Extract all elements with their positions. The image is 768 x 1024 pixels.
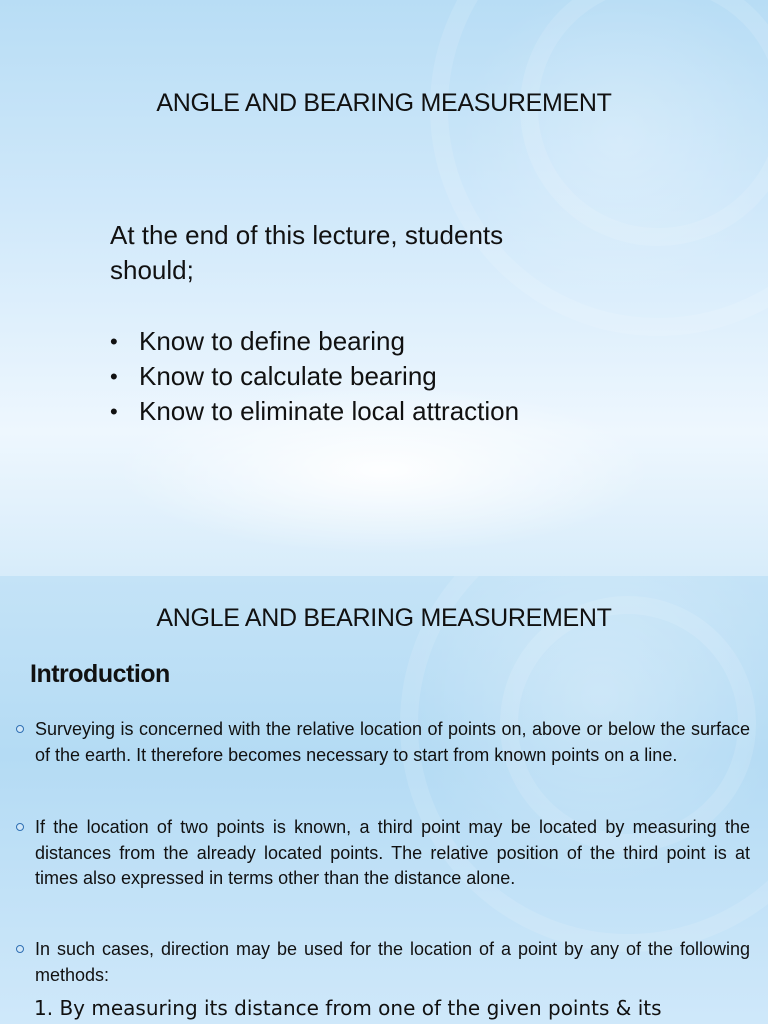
bullet-icon: • [110,329,118,354]
bullet-paragraph [35,815,750,892]
paragraph-text: In such cases, direction may be used for the location of a point by any of the following methods: [35,939,750,985]
objectives-list [110,324,670,429]
slide-title: ANGLE AND BEARING MEASUREMENT [156,89,612,117]
objective-item [110,324,670,359]
bullet-paragraph [35,937,750,988]
bullet-icon: • [110,364,118,389]
objective-text: Know to define bearing [139,326,405,356]
objective-item [110,394,670,429]
paragraph-text: If the location of two points is known, a third point may be located by measuring the distances from the already located points. The relative position of the third point is at times also expressed in terms other than the distance alone. [35,817,750,888]
objective-text: Know to calculate bearing [139,361,437,391]
bullet-circle-icon [16,823,24,831]
paragraph-text: Surveying is concerned with the relative location of points on, above or below the surface of the earth. It therefore becomes necessary to start from known points on a line. [35,719,750,765]
bullet-circle-icon [16,945,24,953]
objectives-intro-line: At the end of this lecture, students [110,220,504,250]
learning-objectives [110,218,670,429]
objective-text: Know to eliminate local attraction [139,396,520,426]
objectives-intro [110,218,670,288]
objectives-intro-line: should; [110,255,194,285]
slide-title: ANGLE AND BEARING MEASUREMENT [156,604,612,632]
bullet-circle-icon [16,725,24,733]
objective-item [110,359,670,394]
bullet-icon: • [110,399,118,424]
bullet-paragraph [35,717,750,768]
numbered-item: 1. By measuring its distance from one of the given points & its [34,996,662,1020]
section-heading: Introduction [30,660,170,688]
slide-introduction [0,576,768,1024]
